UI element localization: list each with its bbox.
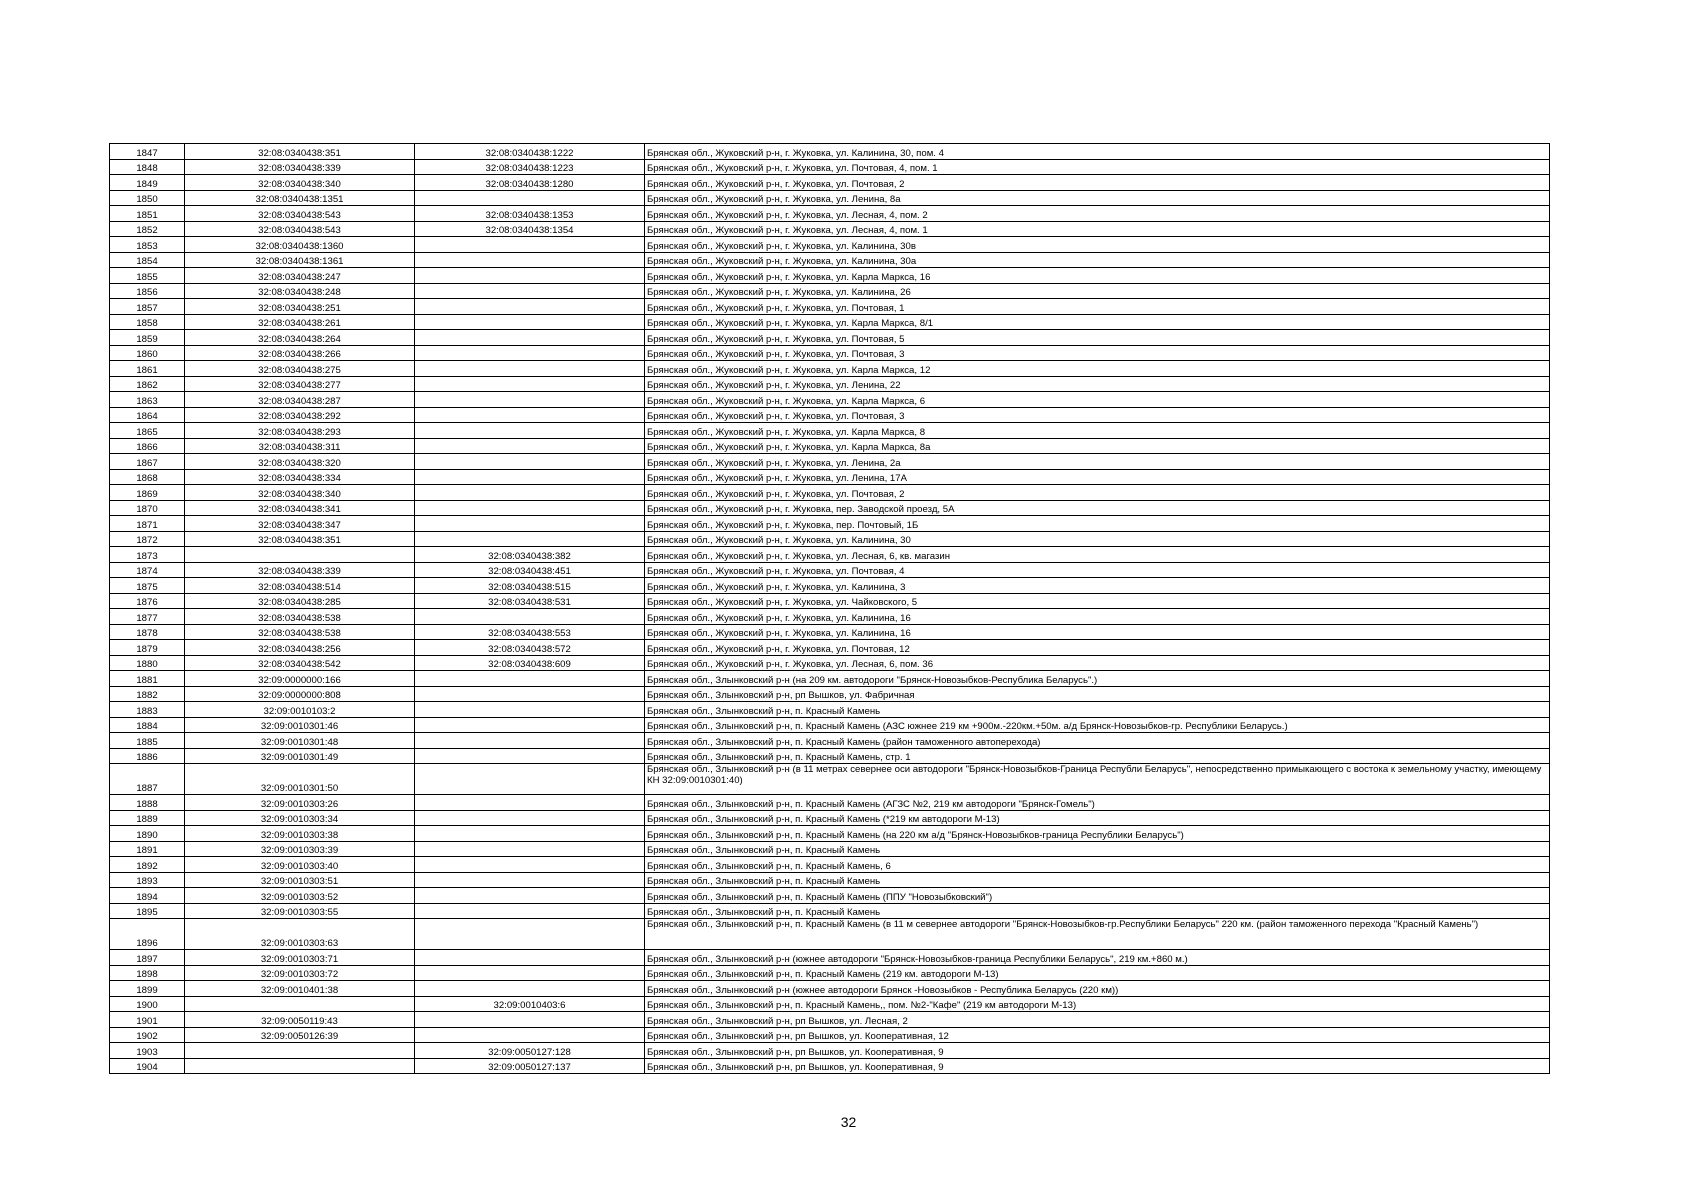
table-row bbox=[110, 748, 1550, 764]
object-cadastral-number-cell bbox=[415, 500, 645, 516]
address-cell: Брянская обл., Жуковский р-н, г. Жуковка, пер. Заводской проезд, 5А bbox=[645, 500, 1550, 516]
table-row bbox=[110, 872, 1550, 888]
row-number-cell: 1887 bbox=[110, 764, 185, 795]
row-number-cell: 1902 bbox=[110, 1027, 185, 1043]
row-number-cell: 1850 bbox=[110, 190, 185, 206]
table-row bbox=[110, 392, 1550, 408]
address-cell: Брянская обл., Злынковский р-н, рп Вышков, ул. Кооперативная, 12 bbox=[645, 1027, 1550, 1043]
object-cadastral-number-cell bbox=[415, 252, 645, 268]
cadastral-number-cell: 32:08:0340438:277 bbox=[185, 376, 415, 392]
row-number-cell: 1898 bbox=[110, 965, 185, 981]
address-cell: Брянская обл., Злынковский р-н (в 11 метрах севернее оси автодороги "Брянск-Новозыбков-Граница Республи Беларусь", непосредственно примыкающего с востока к земельному участку, имеющему КН 32:09:0010301:40) bbox=[645, 764, 1550, 795]
cadastral-number-cell: 32:08:0340438:292 bbox=[185, 407, 415, 423]
object-cadastral-number-cell bbox=[415, 268, 645, 284]
table-row bbox=[110, 175, 1550, 191]
address-cell: Брянская обл., Жуковский р-н, г. Жуковка, ул. Лесная, 4, пом. 2 bbox=[645, 206, 1550, 222]
address-cell: Брянская обл., Злынковский р-н, п. Красный Камень,, пом. №2-"Кафе" (219 км автодороги М-13) bbox=[645, 996, 1550, 1012]
object-cadastral-number-cell: 32:08:0340438:1353 bbox=[415, 206, 645, 222]
address-cell: Брянская обл., Жуковский р-н, г. Жуковка, ул. Почтовая, 2 bbox=[645, 485, 1550, 501]
table-row bbox=[110, 810, 1550, 826]
object-cadastral-number-cell: 32:08:0340438:1280 bbox=[415, 175, 645, 191]
address-cell: Брянская обл., Злынковский р-н, п. Красный Камень, 6 bbox=[645, 857, 1550, 873]
cadastral-number-cell: 32:08:0340438:334 bbox=[185, 469, 415, 485]
table-row bbox=[110, 345, 1550, 361]
cadastral-number-cell: 32:08:0340438:543 bbox=[185, 221, 415, 237]
table-row bbox=[110, 841, 1550, 857]
address-cell: Брянская обл., Злынковский р-н, рп Вышков, ул. Кооперативная, 9 bbox=[645, 1058, 1550, 1074]
address-cell: Брянская обл., Жуковский р-н, г. Жуковка, ул. Калинина, 16 bbox=[645, 609, 1550, 625]
cadastral-number-cell: 32:09:0050119:43 bbox=[185, 1012, 415, 1028]
address-cell: Брянская обл., Жуковский р-н, г. Жуковка, ул. Ленина, 8а bbox=[645, 190, 1550, 206]
object-cadastral-number-cell: 32:08:0340438:572 bbox=[415, 640, 645, 656]
object-cadastral-number-cell bbox=[415, 702, 645, 718]
address-cell: Брянская обл., Жуковский р-н, г. Жуковка, ул. Калинина, 30 bbox=[645, 531, 1550, 547]
cadastral-number-cell: 32:09:0000000:166 bbox=[185, 671, 415, 687]
row-number-cell: 1886 bbox=[110, 748, 185, 764]
object-cadastral-number-cell bbox=[415, 965, 645, 981]
cadastral-number-cell: 32:09:0010303:39 bbox=[185, 841, 415, 857]
row-number-cell: 1871 bbox=[110, 516, 185, 532]
row-number-cell: 1860 bbox=[110, 345, 185, 361]
cadastral-number-cell: 32:09:0010301:50 bbox=[185, 764, 415, 795]
row-number-cell: 1862 bbox=[110, 376, 185, 392]
row-number-cell: 1872 bbox=[110, 531, 185, 547]
address-cell: Брянская обл., Жуковский р-н, г. Жуковка, ул. Карла Маркса, 6 bbox=[645, 392, 1550, 408]
cadastral-number-cell: 32:09:0010303:52 bbox=[185, 888, 415, 904]
table-row bbox=[110, 485, 1550, 501]
object-cadastral-number-cell bbox=[415, 888, 645, 904]
cadastral-number-cell bbox=[185, 547, 415, 563]
cadastral-number-cell: 32:08:0340438:542 bbox=[185, 655, 415, 671]
object-cadastral-number-cell bbox=[415, 981, 645, 997]
address-cell: Брянская обл., Жуковский р-н, г. Жуковка, ул. Почтовая, 3 bbox=[645, 407, 1550, 423]
address-cell: Брянская обл., Жуковский р-н, г. Жуковка, ул. Карла Маркса, 8/1 bbox=[645, 314, 1550, 330]
row-number-cell: 1859 bbox=[110, 330, 185, 346]
table-row bbox=[110, 190, 1550, 206]
cadastral-number-cell: 32:08:0340438:320 bbox=[185, 454, 415, 470]
address-cell: Брянская обл., Жуковский р-н, г. Жуковка, ул. Лесная, 6, кв. магазин bbox=[645, 547, 1550, 563]
object-cadastral-number-cell bbox=[415, 407, 645, 423]
table-row bbox=[110, 206, 1550, 222]
cadastral-number-cell: 32:08:0340438:347 bbox=[185, 516, 415, 532]
object-cadastral-number-cell bbox=[415, 361, 645, 377]
table-row bbox=[110, 500, 1550, 516]
row-number-cell: 1866 bbox=[110, 438, 185, 454]
address-cell: Брянская обл., Жуковский р-н, г. Жуковка, ул. Почтовая, 4 bbox=[645, 562, 1550, 578]
address-cell: Брянская обл., Жуковский р-н, г. Жуковка, ул. Карла Маркса, 8 bbox=[645, 423, 1550, 439]
address-cell: Брянская обл., Жуковский р-н, г. Жуковка, ул. Карла Маркса, 16 bbox=[645, 268, 1550, 284]
object-cadastral-number-cell bbox=[415, 237, 645, 253]
object-cadastral-number-cell bbox=[415, 671, 645, 687]
cadastral-number-cell: 32:08:0340438:247 bbox=[185, 268, 415, 284]
row-number-cell: 1855 bbox=[110, 268, 185, 284]
object-cadastral-number-cell bbox=[415, 857, 645, 873]
cadastral-number-cell: 32:08:0340438:1351 bbox=[185, 190, 415, 206]
table-row bbox=[110, 361, 1550, 377]
cadastral-number-cell: 32:08:0340438:264 bbox=[185, 330, 415, 346]
cadastral-number-cell: 32:08:0340438:266 bbox=[185, 345, 415, 361]
address-cell: Брянская обл., Злынковский р-н, п. Красный Камень (219 км. автодороги М-13) bbox=[645, 965, 1550, 981]
object-cadastral-number-cell bbox=[415, 609, 645, 625]
address-cell: Брянская обл., Жуковский р-н, г. Жуковка, ул. Ленина, 2а bbox=[645, 454, 1550, 470]
cadastral-number-cell: 32:08:0340438:538 bbox=[185, 624, 415, 640]
row-number-cell: 1904 bbox=[110, 1058, 185, 1074]
table-row bbox=[110, 671, 1550, 687]
table-row bbox=[110, 981, 1550, 997]
row-number-cell: 1854 bbox=[110, 252, 185, 268]
row-number-cell: 1888 bbox=[110, 795, 185, 811]
cadastral-number-cell: 32:08:0340438:311 bbox=[185, 438, 415, 454]
table-row bbox=[110, 919, 1550, 950]
row-number-cell: 1867 bbox=[110, 454, 185, 470]
row-number-cell: 1848 bbox=[110, 159, 185, 175]
cadastral-number-cell: 32:09:0050126:39 bbox=[185, 1027, 415, 1043]
table-row bbox=[110, 252, 1550, 268]
object-cadastral-number-cell bbox=[415, 841, 645, 857]
cadastral-number-cell: 32:08:0340438:261 bbox=[185, 314, 415, 330]
cadastral-number-cell: 32:08:0340438:351 bbox=[185, 144, 415, 160]
object-cadastral-number-cell bbox=[415, 376, 645, 392]
object-cadastral-number-cell bbox=[415, 903, 645, 919]
cadastral-number-cell: 32:08:0340438:351 bbox=[185, 531, 415, 547]
row-number-cell: 1876 bbox=[110, 593, 185, 609]
row-number-cell: 1895 bbox=[110, 903, 185, 919]
cadastral-number-cell: 32:08:0340438:543 bbox=[185, 206, 415, 222]
object-cadastral-number-cell: 32:08:0340438:609 bbox=[415, 655, 645, 671]
cadastral-number-cell: 32:08:0340438:514 bbox=[185, 578, 415, 594]
cadastral-number-cell: 32:09:0010401:38 bbox=[185, 981, 415, 997]
table-row bbox=[110, 640, 1550, 656]
row-number-cell: 1901 bbox=[110, 1012, 185, 1028]
cadastral-number-cell: 32:09:0010303:71 bbox=[185, 950, 415, 966]
cadastral-number-cell: 32:09:0010303:26 bbox=[185, 795, 415, 811]
row-number-cell: 1873 bbox=[110, 547, 185, 563]
row-number-cell: 1891 bbox=[110, 841, 185, 857]
cadastral-number-cell: 32:08:0340438:293 bbox=[185, 423, 415, 439]
address-cell: Брянская обл., Жуковский р-н, г. Жуковка, ул. Почтовая, 1 bbox=[645, 299, 1550, 315]
object-cadastral-number-cell: 32:08:0340438:382 bbox=[415, 547, 645, 563]
table-row bbox=[110, 562, 1550, 578]
object-cadastral-number-cell bbox=[415, 1012, 645, 1028]
object-cadastral-number-cell: 32:08:0340438:1223 bbox=[415, 159, 645, 175]
address-cell: Брянская обл., Жуковский р-н, г. Жуковка, ул. Калинина, 16 bbox=[645, 624, 1550, 640]
object-cadastral-number-cell bbox=[415, 810, 645, 826]
row-number-cell: 1858 bbox=[110, 314, 185, 330]
table-row bbox=[110, 268, 1550, 284]
address-cell: Брянская обл., Злынковский р-н, п. Красный Камень (АЗС южнее 219 км +900м.-220км.+50м. а/д Брянск-Новозыбков-гр. Республики Беларусь.) bbox=[645, 717, 1550, 733]
object-cadastral-number-cell bbox=[415, 826, 645, 842]
table-row bbox=[110, 159, 1550, 175]
table-row bbox=[110, 965, 1550, 981]
object-cadastral-number-cell bbox=[415, 516, 645, 532]
cadastral-number-cell bbox=[185, 1058, 415, 1074]
cadastral-number-cell: 32:08:0340438:1361 bbox=[185, 252, 415, 268]
table-row bbox=[110, 826, 1550, 842]
cadastral-number-cell: 32:08:0340438:251 bbox=[185, 299, 415, 315]
table-row bbox=[110, 221, 1550, 237]
registry-table bbox=[109, 143, 1550, 1074]
row-number-cell: 1849 bbox=[110, 175, 185, 191]
object-cadastral-number-cell bbox=[415, 919, 645, 950]
row-number-cell: 1892 bbox=[110, 857, 185, 873]
row-number-cell: 1877 bbox=[110, 609, 185, 625]
object-cadastral-number-cell bbox=[415, 733, 645, 749]
cadastral-number-cell: 32:08:0340438:538 bbox=[185, 609, 415, 625]
cadastral-number-cell: 32:09:0000000:808 bbox=[185, 686, 415, 702]
table-row bbox=[110, 624, 1550, 640]
object-cadastral-number-cell bbox=[415, 345, 645, 361]
table-row bbox=[110, 1012, 1550, 1028]
row-number-cell: 1856 bbox=[110, 283, 185, 299]
registry-table-body bbox=[110, 144, 1550, 1074]
object-cadastral-number-cell bbox=[415, 686, 645, 702]
table-row bbox=[110, 237, 1550, 253]
address-cell: Брянская обл., Злынковский р-н, п. Красный Камень bbox=[645, 903, 1550, 919]
address-cell: Брянская обл., Злынковский р-н, п. Красный Камень, стр. 1 bbox=[645, 748, 1550, 764]
object-cadastral-number-cell bbox=[415, 454, 645, 470]
table-row bbox=[110, 144, 1550, 160]
address-cell: Брянская обл., Жуковский р-н, г. Жуковка, пер. Почтовый, 1Б bbox=[645, 516, 1550, 532]
row-number-cell: 1882 bbox=[110, 686, 185, 702]
address-cell: Брянская обл., Злынковский р-н, п. Красный Камень (район таможенного автоперехода) bbox=[645, 733, 1550, 749]
address-cell: Брянская обл., Злынковский р-н, п. Красный Камень (в 11 м севернее автодороги "Брянск-Новозыбков-гр.Республики Беларусь" 220 км. (район таможенного перехода "Красный Камень") bbox=[645, 919, 1550, 950]
address-cell: Брянская обл., Жуковский р-н, г. Жуковка, ул. Почтовая, 12 bbox=[645, 640, 1550, 656]
cadastral-number-cell bbox=[185, 996, 415, 1012]
table-row bbox=[110, 1043, 1550, 1059]
object-cadastral-number-cell bbox=[415, 950, 645, 966]
table-row bbox=[110, 888, 1550, 904]
cadastral-number-cell: 32:09:0010301:46 bbox=[185, 717, 415, 733]
object-cadastral-number-cell bbox=[415, 438, 645, 454]
table-row bbox=[110, 423, 1550, 439]
page-number: 32 bbox=[840, 1114, 857, 1130]
object-cadastral-number-cell: 32:08:0340438:451 bbox=[415, 562, 645, 578]
object-cadastral-number-cell bbox=[415, 764, 645, 795]
object-cadastral-number-cell: 32:08:0340438:515 bbox=[415, 578, 645, 594]
address-cell: Брянская обл., Жуковский р-н, г. Жуковка, ул. Калинина, 26 bbox=[645, 283, 1550, 299]
table-row bbox=[110, 1058, 1550, 1074]
table-row bbox=[110, 764, 1550, 795]
cadastral-number-cell: 32:09:0010303:55 bbox=[185, 903, 415, 919]
address-cell: Брянская обл., Злынковский р-н, п. Красный Камень (на 220 км а/д "Брянск-Новозыбков-граница Республики Беларусь") bbox=[645, 826, 1550, 842]
address-cell: Брянская обл., Жуковский р-н, г. Жуковка, ул. Почтовая, 2 bbox=[645, 175, 1550, 191]
object-cadastral-number-cell bbox=[415, 423, 645, 439]
address-cell: Брянская обл., Злынковский р-н (южнее автодороги Брянск -Новозыбков - Республика Беларусь (220 км)) bbox=[645, 981, 1550, 997]
object-cadastral-number-cell bbox=[415, 283, 645, 299]
address-cell: Брянская обл., Жуковский р-н, г. Жуковка, ул. Почтовая, 3 bbox=[645, 345, 1550, 361]
address-cell: Брянская обл., Жуковский р-н, г. Жуковка, ул. Ленина, 17А bbox=[645, 469, 1550, 485]
row-number-cell: 1879 bbox=[110, 640, 185, 656]
cadastral-number-cell bbox=[185, 1043, 415, 1059]
row-number-cell: 1881 bbox=[110, 671, 185, 687]
object-cadastral-number-cell bbox=[415, 717, 645, 733]
table-row bbox=[110, 516, 1550, 532]
table-row bbox=[110, 454, 1550, 470]
table-row bbox=[110, 299, 1550, 315]
address-cell: Брянская обл., Злынковский р-н, п. Красный Камень (ППУ "Новозыбковский") bbox=[645, 888, 1550, 904]
address-cell: Брянская обл., Жуковский р-н, г. Жуковка, ул. Карла Маркса, 8а bbox=[645, 438, 1550, 454]
object-cadastral-number-cell: 32:08:0340438:553 bbox=[415, 624, 645, 640]
cadastral-number-cell: 32:09:0010301:49 bbox=[185, 748, 415, 764]
table-row bbox=[110, 314, 1550, 330]
address-cell: Брянская обл., Злынковский р-н, п. Красный Камень (АГЗС №2, 219 км автодороги "Брянск-Гомель") bbox=[645, 795, 1550, 811]
cadastral-number-cell: 32:08:0340438:248 bbox=[185, 283, 415, 299]
address-cell: Брянская обл., Жуковский р-н, г. Жуковка, ул. Почтовая, 5 bbox=[645, 330, 1550, 346]
cadastral-number-cell: 32:09:0010303:40 bbox=[185, 857, 415, 873]
cadastral-number-cell: 32:08:0340438:256 bbox=[185, 640, 415, 656]
cadastral-number-cell: 32:09:0010303:38 bbox=[185, 826, 415, 842]
row-number-cell: 1865 bbox=[110, 423, 185, 439]
cadastral-number-cell: 32:08:0340438:275 bbox=[185, 361, 415, 377]
row-number-cell: 1885 bbox=[110, 733, 185, 749]
object-cadastral-number-cell bbox=[415, 330, 645, 346]
row-number-cell: 1853 bbox=[110, 237, 185, 253]
table-row bbox=[110, 469, 1550, 485]
table-row bbox=[110, 686, 1550, 702]
table-row bbox=[110, 857, 1550, 873]
address-cell: Брянская обл., Жуковский р-н, г. Жуковка, ул. Лесная, 6, пом. 36 bbox=[645, 655, 1550, 671]
row-number-cell: 1864 bbox=[110, 407, 185, 423]
row-number-cell: 1870 bbox=[110, 500, 185, 516]
cadastral-number-cell: 32:09:0010303:34 bbox=[185, 810, 415, 826]
row-number-cell: 1884 bbox=[110, 717, 185, 733]
cadastral-number-cell: 32:08:0340438:340 bbox=[185, 175, 415, 191]
table-row bbox=[110, 438, 1550, 454]
address-cell: Брянская обл., Жуковский р-н, г. Жуковка, ул. Чайковского, 5 bbox=[645, 593, 1550, 609]
address-cell: Брянская обл., Злынковский р-н (на 209 км. автодороги "Брянск-Новозыбков-Республика Беларусь".) bbox=[645, 671, 1550, 687]
object-cadastral-number-cell: 32:09:0050127:128 bbox=[415, 1043, 645, 1059]
address-cell: Брянская обл., Жуковский р-н, г. Жуковка, ул. Ленина, 22 bbox=[645, 376, 1550, 392]
table-row bbox=[110, 376, 1550, 392]
table-row bbox=[110, 950, 1550, 966]
cadastral-number-cell: 32:09:0010303:63 bbox=[185, 919, 415, 950]
row-number-cell: 1893 bbox=[110, 872, 185, 888]
address-cell: Брянская обл., Жуковский р-н, г. Жуковка, ул. Почтовая, 4, пом. 1 bbox=[645, 159, 1550, 175]
address-cell: Брянская обл., Жуковский р-н, г. Жуковка, ул. Лесная, 4, пом. 1 bbox=[645, 221, 1550, 237]
table-row bbox=[110, 996, 1550, 1012]
table-row bbox=[110, 1027, 1550, 1043]
table-row bbox=[110, 702, 1550, 718]
address-cell: Брянская обл., Злынковский р-н, рп Вышков, ул. Фабричная bbox=[645, 686, 1550, 702]
object-cadastral-number-cell: 32:08:0340438:1354 bbox=[415, 221, 645, 237]
object-cadastral-number-cell bbox=[415, 1027, 645, 1043]
cadastral-number-cell: 32:08:0340438:339 bbox=[185, 159, 415, 175]
row-number-cell: 1875 bbox=[110, 578, 185, 594]
row-number-cell: 1899 bbox=[110, 981, 185, 997]
cadastral-number-cell: 32:09:0010303:51 bbox=[185, 872, 415, 888]
address-cell: Брянская обл., Жуковский р-н, г. Жуковка, ул. Калинина, 3 bbox=[645, 578, 1550, 594]
object-cadastral-number-cell bbox=[415, 872, 645, 888]
row-number-cell: 1868 bbox=[110, 469, 185, 485]
object-cadastral-number-cell bbox=[415, 469, 645, 485]
row-number-cell: 1861 bbox=[110, 361, 185, 377]
cadastral-number-cell: 32:09:0010303:72 bbox=[185, 965, 415, 981]
table-row bbox=[110, 407, 1550, 423]
object-cadastral-number-cell bbox=[415, 190, 645, 206]
cadastral-number-cell: 32:08:0340438:287 bbox=[185, 392, 415, 408]
object-cadastral-number-cell: 32:08:0340438:1222 bbox=[415, 144, 645, 160]
row-number-cell: 1874 bbox=[110, 562, 185, 578]
table-row bbox=[110, 531, 1550, 547]
object-cadastral-number-cell bbox=[415, 531, 645, 547]
cadastral-number-cell: 32:08:0340438:341 bbox=[185, 500, 415, 516]
row-number-cell: 1852 bbox=[110, 221, 185, 237]
row-number-cell: 1847 bbox=[110, 144, 185, 160]
address-cell: Брянская обл., Злынковский р-н, рп Вышков, ул. Кооперативная, 9 bbox=[645, 1043, 1550, 1059]
table-row bbox=[110, 795, 1550, 811]
row-number-cell: 1896 bbox=[110, 919, 185, 950]
object-cadastral-number-cell bbox=[415, 392, 645, 408]
object-cadastral-number-cell bbox=[415, 748, 645, 764]
row-number-cell: 1894 bbox=[110, 888, 185, 904]
row-number-cell: 1851 bbox=[110, 206, 185, 222]
address-cell: Брянская обл., Жуковский р-н, г. Жуковка, ул. Калинина, 30в bbox=[645, 237, 1550, 253]
cadastral-number-cell: 32:09:0010103:2 bbox=[185, 702, 415, 718]
row-number-cell: 1883 bbox=[110, 702, 185, 718]
object-cadastral-number-cell: 32:09:0050127:137 bbox=[415, 1058, 645, 1074]
row-number-cell: 1857 bbox=[110, 299, 185, 315]
row-number-cell: 1880 bbox=[110, 655, 185, 671]
address-cell: Брянская обл., Жуковский р-н, г. Жуковка, ул. Калинина, 30, пом. 4 bbox=[645, 144, 1550, 160]
table-row bbox=[110, 717, 1550, 733]
cadastral-number-cell: 32:08:0340438:340 bbox=[185, 485, 415, 501]
row-number-cell: 1903 bbox=[110, 1043, 185, 1059]
address-cell: Брянская обл., Злынковский р-н, п. Красный Камень bbox=[645, 872, 1550, 888]
object-cadastral-number-cell bbox=[415, 299, 645, 315]
address-cell: Брянская обл., Жуковский р-н, г. Жуковка, ул. Карла Маркса, 12 bbox=[645, 361, 1550, 377]
row-number-cell: 1889 bbox=[110, 810, 185, 826]
row-number-cell: 1900 bbox=[110, 996, 185, 1012]
table-row bbox=[110, 655, 1550, 671]
row-number-cell: 1878 bbox=[110, 624, 185, 640]
row-number-cell: 1890 bbox=[110, 826, 185, 842]
table-row bbox=[110, 330, 1550, 346]
cadastral-number-cell: 32:08:0340438:339 bbox=[185, 562, 415, 578]
table-row bbox=[110, 547, 1550, 563]
table-row bbox=[110, 903, 1550, 919]
table-row bbox=[110, 733, 1550, 749]
table-row bbox=[110, 609, 1550, 625]
address-cell: Брянская обл., Злынковский р-н, п. Красный Камень (*219 км автодороги М-13) bbox=[645, 810, 1550, 826]
table-row bbox=[110, 578, 1550, 594]
cadastral-number-cell: 32:09:0010301:48 bbox=[185, 733, 415, 749]
address-cell: Брянская обл., Злынковский р-н, рп Вышков, ул. Лесная, 2 bbox=[645, 1012, 1550, 1028]
row-number-cell: 1869 bbox=[110, 485, 185, 501]
object-cadastral-number-cell bbox=[415, 314, 645, 330]
cadastral-number-cell: 32:08:0340438:1360 bbox=[185, 237, 415, 253]
cadastral-number-cell: 32:08:0340438:285 bbox=[185, 593, 415, 609]
table-row bbox=[110, 593, 1550, 609]
object-cadastral-number-cell: 32:09:0010403:6 bbox=[415, 996, 645, 1012]
object-cadastral-number-cell bbox=[415, 795, 645, 811]
row-number-cell: 1863 bbox=[110, 392, 185, 408]
object-cadastral-number-cell bbox=[415, 485, 645, 501]
address-cell: Брянская обл., Злынковский р-н, п. Красный Камень bbox=[645, 841, 1550, 857]
address-cell: Брянская обл., Злынковский р-н, п. Красный Камень bbox=[645, 702, 1550, 718]
address-cell: Брянская обл., Жуковский р-н, г. Жуковка, ул. Калинина, 30а bbox=[645, 252, 1550, 268]
object-cadastral-number-cell: 32:08:0340438:531 bbox=[415, 593, 645, 609]
table-row bbox=[110, 283, 1550, 299]
row-number-cell: 1897 bbox=[110, 950, 185, 966]
address-cell: Брянская обл., Злынковский р-н (южнее автодороги "Брянск-Новозыбков-граница Республики Беларусь", 219 км.+860 м.) bbox=[645, 950, 1550, 966]
